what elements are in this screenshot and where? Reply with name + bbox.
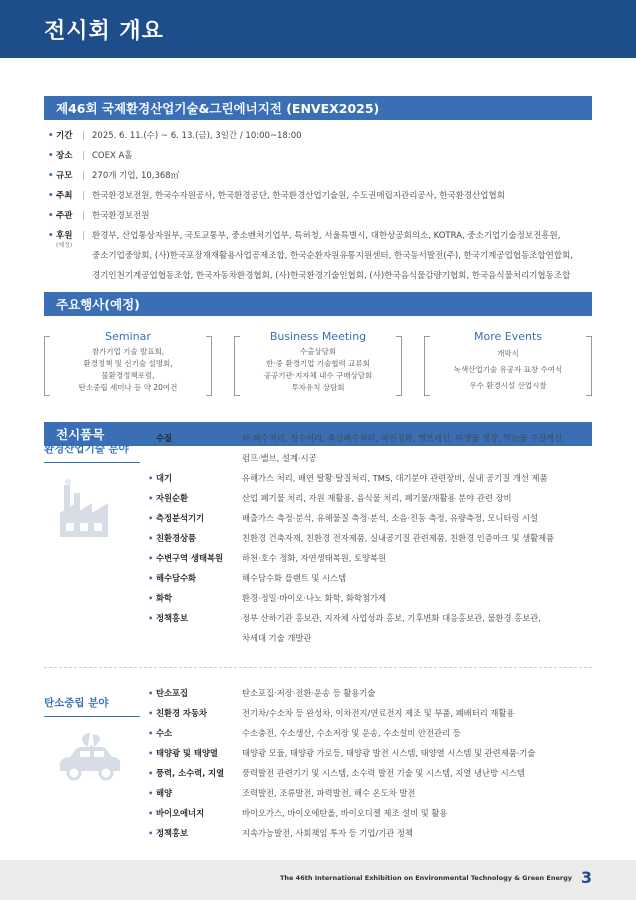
bracket-right [206, 336, 212, 396]
info-value: COEX A홀 [92, 151, 133, 161]
list-item [148, 683, 596, 703]
item-name: 수변구역 생태복원 [156, 553, 224, 563]
item-name: 바이오에너지 [156, 808, 205, 818]
item-desc: 산업 폐기물 처리, 자원 재활용, 음식물 처리, 폐기물/재활용 분야 관련 장비 [242, 493, 512, 503]
category-title: 환경산업기술 분야 [44, 441, 140, 463]
item-name: 친환경상품 [156, 533, 197, 543]
page-header [0, 0, 636, 58]
info-note: (예정) [56, 242, 73, 249]
category-carbon-neutral [44, 695, 140, 787]
bullet-icon: • [148, 513, 154, 523]
event-line: 탄소중립 세미나 등 약 20여건 [78, 383, 178, 392]
event-box-more-events [424, 326, 592, 404]
page-title: 전시회 개요 [44, 19, 164, 44]
list-item [148, 568, 596, 588]
bullet-icon: • [148, 808, 154, 818]
bullet-icon: • [148, 688, 154, 698]
list-item [148, 508, 596, 528]
item-desc: 정부 산하기관 홍보관, 지자체 사업성과 홍보, 기후변화 대응홍보관, 물환경 홍보관, 차세대 기술 개발관 [242, 613, 541, 643]
item-desc: 하천·호수 정화, 자연생태복원, 토양복원 [242, 553, 387, 563]
event-line: 투자유치 상담회 [291, 383, 345, 392]
item-name: 풍력, 소수력, 지열 [156, 768, 225, 778]
bracket-left [44, 336, 50, 396]
separator: | [82, 171, 85, 181]
list-item [148, 548, 596, 568]
info-value: 한국환경보전원, 한국수자원공사, 한국환경공단, 한국환경산업기술원, 수도권매립지관리공사, 한국환경산업협회 [92, 191, 505, 201]
info-label: 장소 [56, 151, 73, 161]
list-item [148, 608, 596, 648]
info-value: 270개 기업, 10,368㎡ [92, 171, 180, 181]
bullet-icon: • [148, 828, 154, 838]
item-name: 해양 [156, 788, 173, 798]
list-item [148, 783, 596, 803]
events-section-bar [44, 292, 592, 316]
item-desc: 풍력발전 관련기기 및 시스템, 소수력 발전 기술 및 시스템, 지열 냉난방 시스템 [242, 768, 525, 778]
item-name: 친환경 자동차 [156, 708, 207, 718]
item-desc: 탄소포집·저장·전환·운송 등 활용기술 [242, 688, 376, 698]
exhibition-title: 제46회 국제환경산업기술&그린에너지전 (ENVEX2025) [56, 101, 380, 116]
factory-icon [54, 479, 140, 545]
bullet-icon: • [148, 728, 154, 738]
bullet-icon: • [148, 573, 154, 583]
item-desc: 배출가스 측정·분석, 유해물질 측정·분석, 소음·진동 측정, 유량측정, 모니터링 시설 [242, 513, 539, 523]
separator: | [82, 191, 85, 201]
item-desc: 환경·정밀·바이오·나노 화학, 화학첨가제 [242, 593, 387, 603]
exhibition-title-bar [44, 96, 592, 120]
item-desc: 해수담수화 플랜트 및 시스템 [242, 573, 347, 583]
item-desc: 바이오가스, 바이오에탄올, 바이오디젤 제조 설비 및 활용 [242, 808, 448, 818]
item-name: 화학 [156, 593, 173, 603]
event-line: 공공기관·지자체 내수 구매상담회 [263, 371, 373, 380]
item-desc: 수소충전, 수소생산, 수소저장 및 운송, 수소설비 안전관리 등 [242, 728, 461, 738]
item-name: 탄소포집 [156, 688, 189, 698]
info-label: 후원 (예정) [56, 226, 82, 250]
item-name: 측정분석기기 [156, 513, 205, 523]
category-items-env-tech [148, 428, 596, 648]
bullet-icon: • [148, 433, 154, 443]
separator: | [82, 151, 85, 161]
event-line: 우수 환경시설 산업시찰 [469, 381, 547, 390]
item-name: 수질 [156, 433, 173, 443]
item-desc: 조력발전, 조류발전, 파력발전, 해수 온도차 발전 [242, 788, 416, 798]
list-item [148, 703, 596, 723]
list-item [148, 588, 596, 608]
separator: | [82, 231, 85, 241]
bullet-icon: • [148, 748, 154, 758]
bullet-icon: • [48, 191, 54, 201]
bullet-icon: • [148, 593, 154, 603]
info-row-sponsor [48, 226, 596, 286]
bracket-right [586, 336, 592, 396]
bullet-icon: • [148, 553, 154, 563]
separator: | [82, 211, 85, 221]
list-item [148, 803, 596, 823]
bullet-icon: • [48, 231, 54, 241]
info-label: 주관 [56, 211, 73, 221]
event-box-business-meeting [234, 326, 402, 404]
info-row-period [48, 126, 596, 146]
item-desc: 태양광 모듈, 태양광 가로등, 태양광 발전 시스템, 태양열 시스템 및 관련제품·기술 [242, 748, 536, 758]
page-number: 3 [580, 868, 592, 887]
info-value: 2025. 6. 11.(수) ~ 6. 13.(금), 3일간 / 10:00~18:00 [92, 131, 302, 141]
bullet-icon: • [148, 613, 154, 623]
event-line: 참가기업 기술 발표회, [91, 347, 165, 356]
bullet-icon: • [48, 131, 54, 141]
event-line: 물환경정책포럼, [101, 371, 155, 380]
item-name: 자원순환 [156, 493, 189, 503]
events-section-title: 주요행사(예정) [56, 297, 140, 312]
bullet-icon: • [148, 473, 154, 483]
list-item [148, 823, 596, 843]
bullet-icon: • [148, 493, 154, 503]
bullet-icon: • [148, 533, 154, 543]
bracket-left [424, 336, 430, 396]
info-label: 기간 [56, 131, 73, 141]
bracket-right [396, 336, 402, 396]
bullet-icon: • [48, 151, 54, 161]
info-label: 주최 [56, 191, 73, 201]
list-item [148, 723, 596, 743]
item-name: 수소 [156, 728, 173, 738]
info-value: 한국환경보전원 [92, 211, 150, 221]
list-item [148, 428, 596, 468]
event-line: 환경정책 및 신기술 설명회, [83, 359, 173, 368]
item-name: 정책홍보 [156, 828, 189, 838]
info-row-scale [48, 166, 596, 186]
list-item [148, 468, 596, 488]
event-line: 한·중 환경기업 기술협력 교류회 [266, 359, 370, 368]
info-row-organizer [48, 206, 596, 226]
divider [44, 667, 592, 668]
item-desc: 유해가스 처리, 배연 탈황·탈질처리, TMS, 대기분야 관련장비, 실내 공기질 개선 제품 [242, 473, 548, 483]
item-name: 정책홍보 [156, 613, 189, 623]
info-row-venue [48, 146, 596, 166]
event-title: Business Meeting [269, 330, 367, 343]
category-env-tech [44, 441, 140, 545]
event-line: 수출상담회 [299, 347, 337, 356]
eco-car-icon [54, 729, 140, 787]
item-name: 해수담수화 [156, 573, 197, 583]
item-name: 태양광 및 태양열 [156, 748, 218, 758]
info-row-host [48, 186, 596, 206]
info-value: 환경부, 산업통상자원부, 국토교통부, 중소벤처기업부, 특허청, 서울특별시, 대한상공회의소, KOTRA, 중소기업기술정보진흥원, 중소기업중앙회, (사)한국포장재재활용사업공제조합, 한국순환자원유통지원센터, 한국동서발전(주), 한국기계공업협동조합연합회, 경기인천기계공업협동조합, 한국자동차환경협회, (사)한국환경기술인협회, (사)한국음식물감량기협회, 한국음식물처리기협동조합 [92, 231, 573, 281]
event-line: 녹색산업기술 유공자 표창 수여식 [453, 365, 563, 374]
bracket-left [234, 336, 240, 396]
bullet-icon: • [148, 788, 154, 798]
list-item [148, 488, 596, 508]
bullet-icon: • [48, 211, 54, 221]
category-title: 탄소중립 분야 [44, 695, 140, 717]
item-desc: 친환경 건축자재, 친환경 전자제품, 실내공기질 관련제품, 친환경 인증마크 및 생활제품 [242, 533, 555, 543]
event-box-seminar [44, 326, 212, 404]
info-label: 규모 [56, 171, 73, 181]
list-item [148, 763, 596, 783]
item-desc: 하·폐수처리, 정수처리, 축산폐수처리, 하천정화, 멤브레인, 미생물 생장, 먹는물 수질개선, 펌프·밸브, 설계·시공 [242, 433, 565, 463]
bullet-icon: • [48, 171, 54, 181]
event-line: 개막식 [497, 349, 519, 358]
separator: | [82, 131, 85, 141]
event-title: Seminar [105, 330, 151, 343]
events-row [44, 326, 592, 404]
footer-text: The 46th International Exhibition on Environmental Technology & Green Energy [279, 874, 572, 882]
exhibition-info [48, 126, 596, 286]
item-desc: 지속가능발전, 사회책임 투자 등 기업/기관 정책 [242, 828, 413, 838]
event-title: More Events [473, 330, 542, 343]
products-section-title: 전시품목 [56, 427, 105, 442]
bullet-icon: • [148, 708, 154, 718]
list-item [148, 528, 596, 548]
item-name: 대기 [156, 473, 173, 483]
list-item [148, 743, 596, 763]
category-items-carbon-neutral [148, 683, 596, 843]
bullet-icon: • [148, 768, 154, 778]
item-desc: 전기차/수소차 등 완성차, 이차전지/연료전지 제조 및 부품, 폐배터리 재활용 [242, 708, 515, 718]
page-footer [0, 860, 636, 900]
